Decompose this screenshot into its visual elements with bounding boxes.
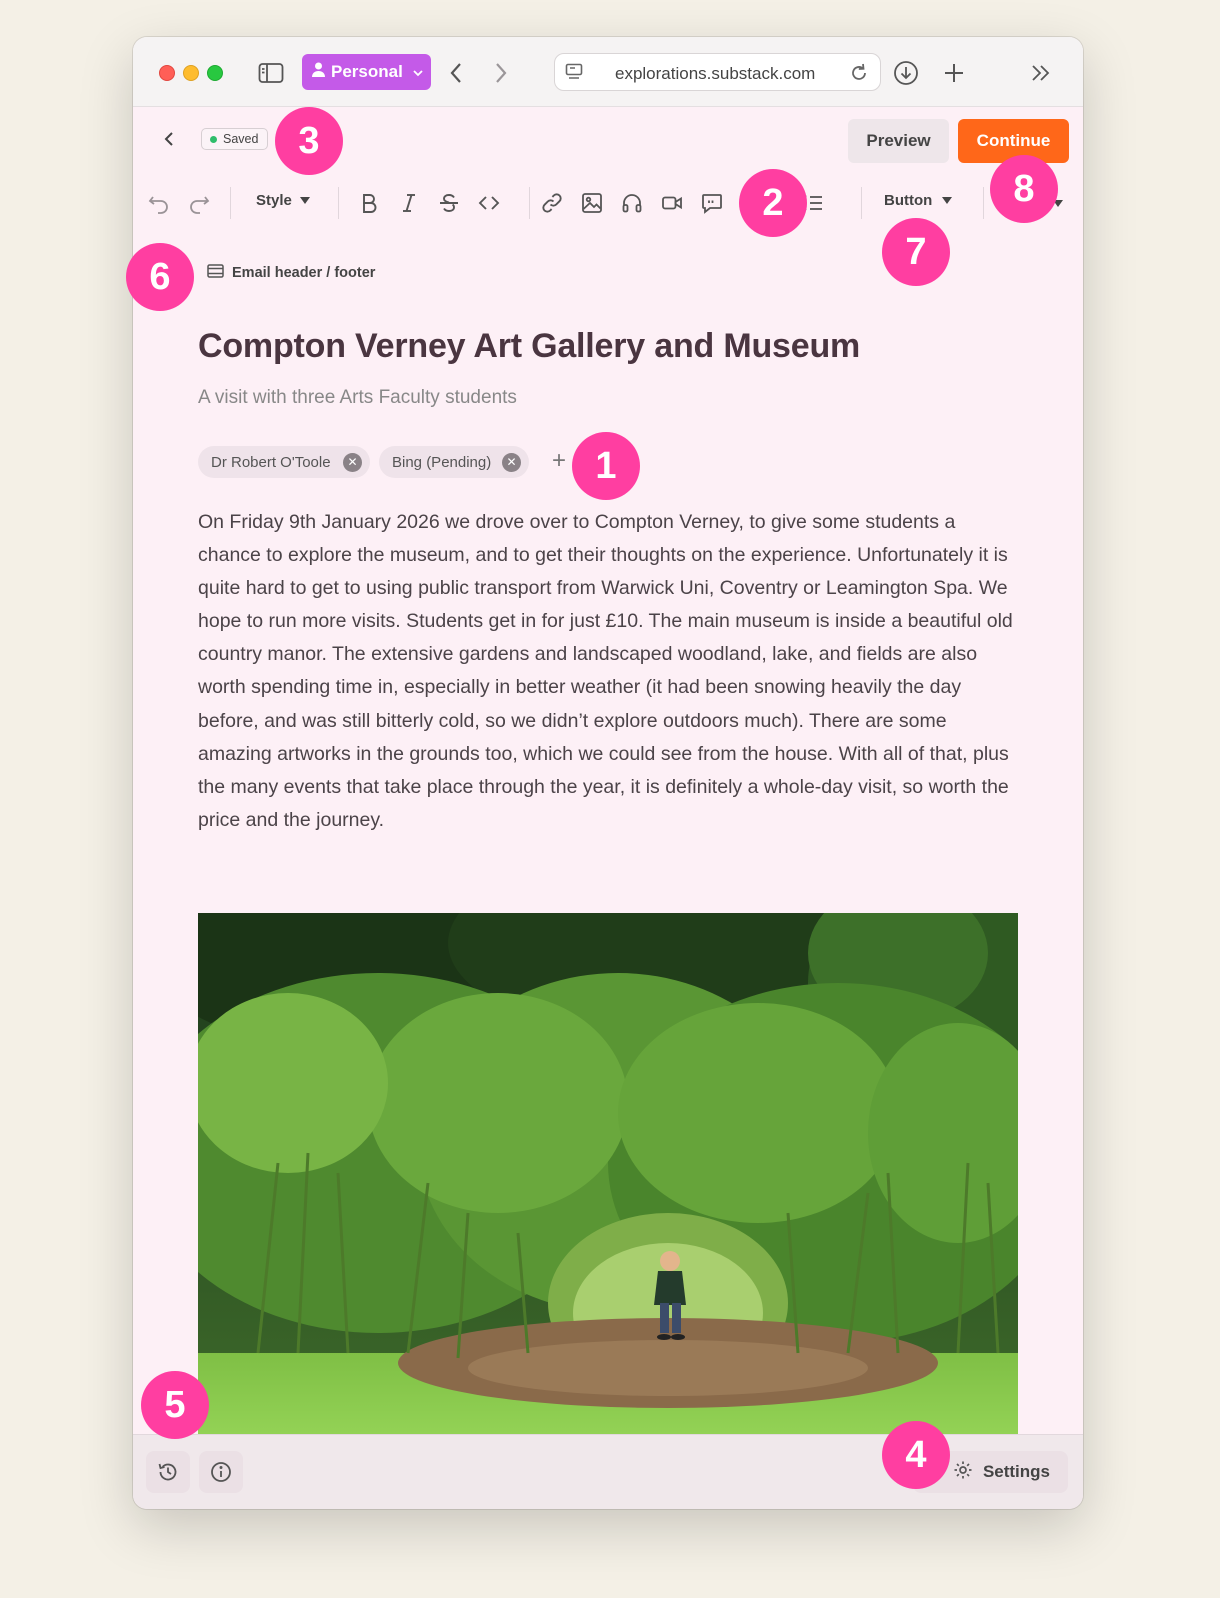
address-bar[interactable]: [554, 53, 881, 91]
status-dot: [210, 136, 217, 143]
info-icon[interactable]: [199, 1451, 243, 1493]
add-author-plus-icon[interactable]: +: [551, 447, 566, 474]
headphones-icon[interactable]: [618, 189, 646, 217]
annotation-marker: 4: [882, 1421, 950, 1489]
email-header-footer-button[interactable]: [207, 264, 375, 282]
code-icon[interactable]: [475, 189, 503, 217]
zoom-window-button[interactable]: [207, 65, 223, 81]
toolbar-divider: [338, 187, 339, 219]
post-body[interactable]: On Friday 9th January 2026 we drove over to Compton Verney, to give some students a chance to explore the museum, and to get their thoughts on the experience. Unfortunately it is quite hard to get to using public transport from Warwick Uni, Coventry or Leamington Spa. We hope to run more visits. Students get in for just £10. The main museum is inside a beautiful old country manor. The extensive gardens and landscaped woodland, lake, and fields are also worth spending time in, especially in better weather (it had been snowing heavily the day before, and was still bitterly cold, so we didn’t explore outdoors much). There are some amazing artworks in the grounds too, which we could see from the house. With all of that, plus the many events that take place through the year, it is definitely a whole-day visit, so worth the price and the journey.: [198, 511, 1013, 831]
settings-label: Settings: [982, 1462, 1050, 1481]
browser-titlebar: [133, 37, 1083, 107]
undo-icon[interactable]: [145, 189, 173, 217]
button-dropdown[interactable]: [884, 192, 952, 209]
email-frame-icon: [207, 264, 224, 282]
url-text: explorations.substack.com: [615, 64, 816, 83]
history-icon[interactable]: [146, 1451, 190, 1493]
annotation-marker: 8: [990, 155, 1058, 223]
toolbar-divider: [861, 187, 862, 219]
profile-button[interactable]: [302, 54, 431, 90]
annotation-marker: 2: [739, 169, 807, 237]
toolbar-divider: [230, 187, 231, 219]
author-name: Bing (Pending): [392, 453, 492, 471]
quote-icon[interactable]: [698, 189, 726, 217]
download-icon[interactable]: [892, 59, 920, 87]
chevron-down-icon: [413, 62, 423, 82]
annotation-marker: 6: [126, 243, 194, 311]
italic-icon[interactable]: [395, 189, 423, 217]
redo-icon[interactable]: [185, 189, 213, 217]
minimize-window-button[interactable]: [183, 65, 199, 81]
remove-author-icon[interactable]: ✕: [343, 453, 362, 472]
post-title[interactable]: Compton Verney Art Gallery and Museum: [198, 327, 861, 365]
strikethrough-icon[interactable]: [435, 189, 463, 217]
post-subtitle[interactable]: A visit with three Arts Faculty students: [198, 387, 517, 408]
bold-icon[interactable]: [355, 189, 383, 217]
author-name: Dr Robert O'Toole: [211, 453, 331, 471]
post-image[interactable]: [198, 913, 1018, 1434]
page-icon: [565, 63, 583, 86]
back-button[interactable]: [157, 127, 181, 151]
forward-arrow-icon[interactable]: [487, 59, 515, 87]
preview-button[interactable]: Preview: [848, 119, 949, 163]
remove-author-icon[interactable]: ✕: [502, 453, 521, 472]
annotation-marker: 1: [572, 432, 640, 500]
plus-icon[interactable]: [940, 59, 968, 87]
author-chip[interactable]: [198, 446, 370, 478]
annotation-marker: 5: [141, 1371, 209, 1439]
style-label: Style: [256, 192, 292, 209]
caret-down-icon: [300, 197, 310, 204]
close-window-button[interactable]: [159, 65, 175, 81]
link-icon[interactable]: [538, 189, 566, 217]
back-arrow-icon[interactable]: [442, 59, 470, 87]
author-chip[interactable]: [379, 446, 529, 478]
saved-label: Saved: [223, 132, 259, 146]
toolbar-divider: [529, 187, 530, 219]
button-dropdown-label: Button: [884, 192, 933, 209]
video-icon[interactable]: [658, 189, 686, 217]
annotation-marker: 7: [882, 218, 950, 286]
style-dropdown[interactable]: [256, 192, 310, 209]
sidebar-icon[interactable]: [257, 59, 285, 87]
user-icon: [312, 62, 325, 82]
profile-label: Personal: [331, 62, 403, 81]
reload-icon[interactable]: [849, 63, 869, 88]
annotation-marker: 3: [275, 107, 343, 175]
image-icon[interactable]: [578, 189, 606, 217]
gear-icon: [953, 1460, 973, 1485]
caret-down-icon: [942, 197, 952, 204]
email-header-footer-label: Email header / footer: [232, 265, 376, 281]
toolbar-divider: [983, 187, 984, 219]
double-chevron-icon[interactable]: [1027, 59, 1055, 87]
continue-button[interactable]: Continue: [958, 119, 1069, 163]
saved-status-badge: [201, 128, 268, 150]
